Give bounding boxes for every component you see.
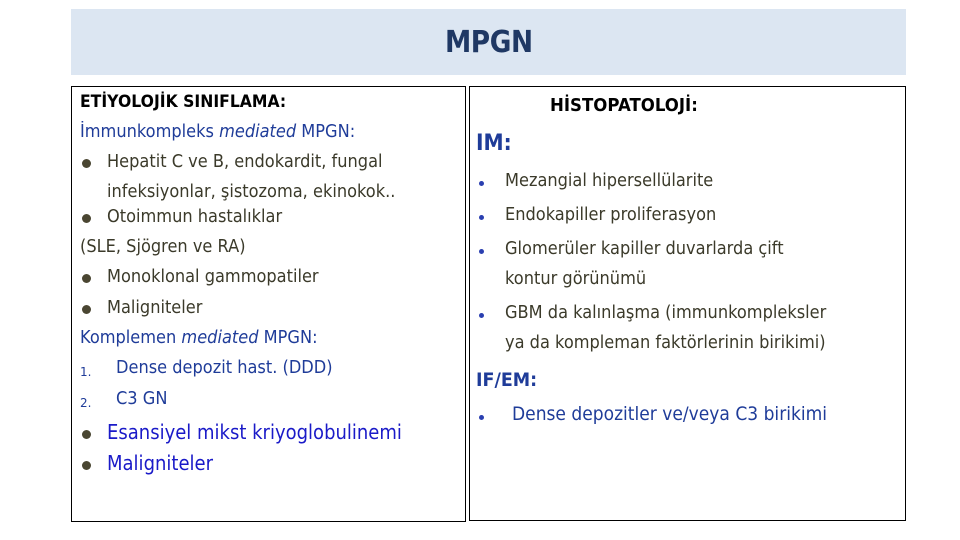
slide-title: MPGN (444, 24, 533, 60)
bullet-icon (479, 313, 484, 318)
bullet-icon (82, 214, 91, 223)
histopathology-heading: HİSTOPATOLOJİ: (550, 95, 698, 116)
etiology-panel: ETİYOLOJİK SINIFLAMA: İmmunkompleks mediated MPGN: Hepatit C ve B, endokardit, fungal infeksiyonlar, şistozoma, ekinokok.. Otoimmun hastalıklar (SLE, Sjögren ve RA) Monoklonal gammopatiler Maligniteler Komplemen mediated MPGN: 1. Dense depozit hast. (DDD) 2. C3 GN Esansiyel mikst kriyoglobulinemi Maligniteler (71, 86, 466, 522)
bullet-icon (82, 274, 91, 283)
bullet-icon (479, 181, 484, 186)
slide-title-bar (71, 9, 906, 75)
im-label: IM: (476, 131, 512, 156)
bullet-icon (82, 461, 91, 470)
bullet-icon (479, 249, 484, 254)
bullet-icon (82, 159, 91, 168)
bullet-icon (82, 305, 91, 314)
etiology-heading: ETİYOLOJİK SINIFLAMA: (80, 92, 287, 112)
ifem-label: IF/EM: (476, 369, 538, 391)
immune-complex-label: İmmunkompleks mediated MPGN: (80, 121, 356, 142)
bullet-icon (82, 430, 91, 439)
bullet-icon (479, 415, 484, 420)
histopathology-panel: HİSTOPATOLOJİ: IM: Mezangial hipersellülarite Endokapiller proliferasyon Glomerüler kapiller duvarlarda çift kontur görünümü GBM da kalınlaşma (immunkompleksler ya da kompleman faktörlerinin birikimi) IF/EM: Dense depozitler ve/veya C3 birikimi (469, 86, 906, 521)
bullet-icon (479, 215, 484, 220)
complement-label: Komplemen mediated MPGN: (80, 327, 318, 348)
